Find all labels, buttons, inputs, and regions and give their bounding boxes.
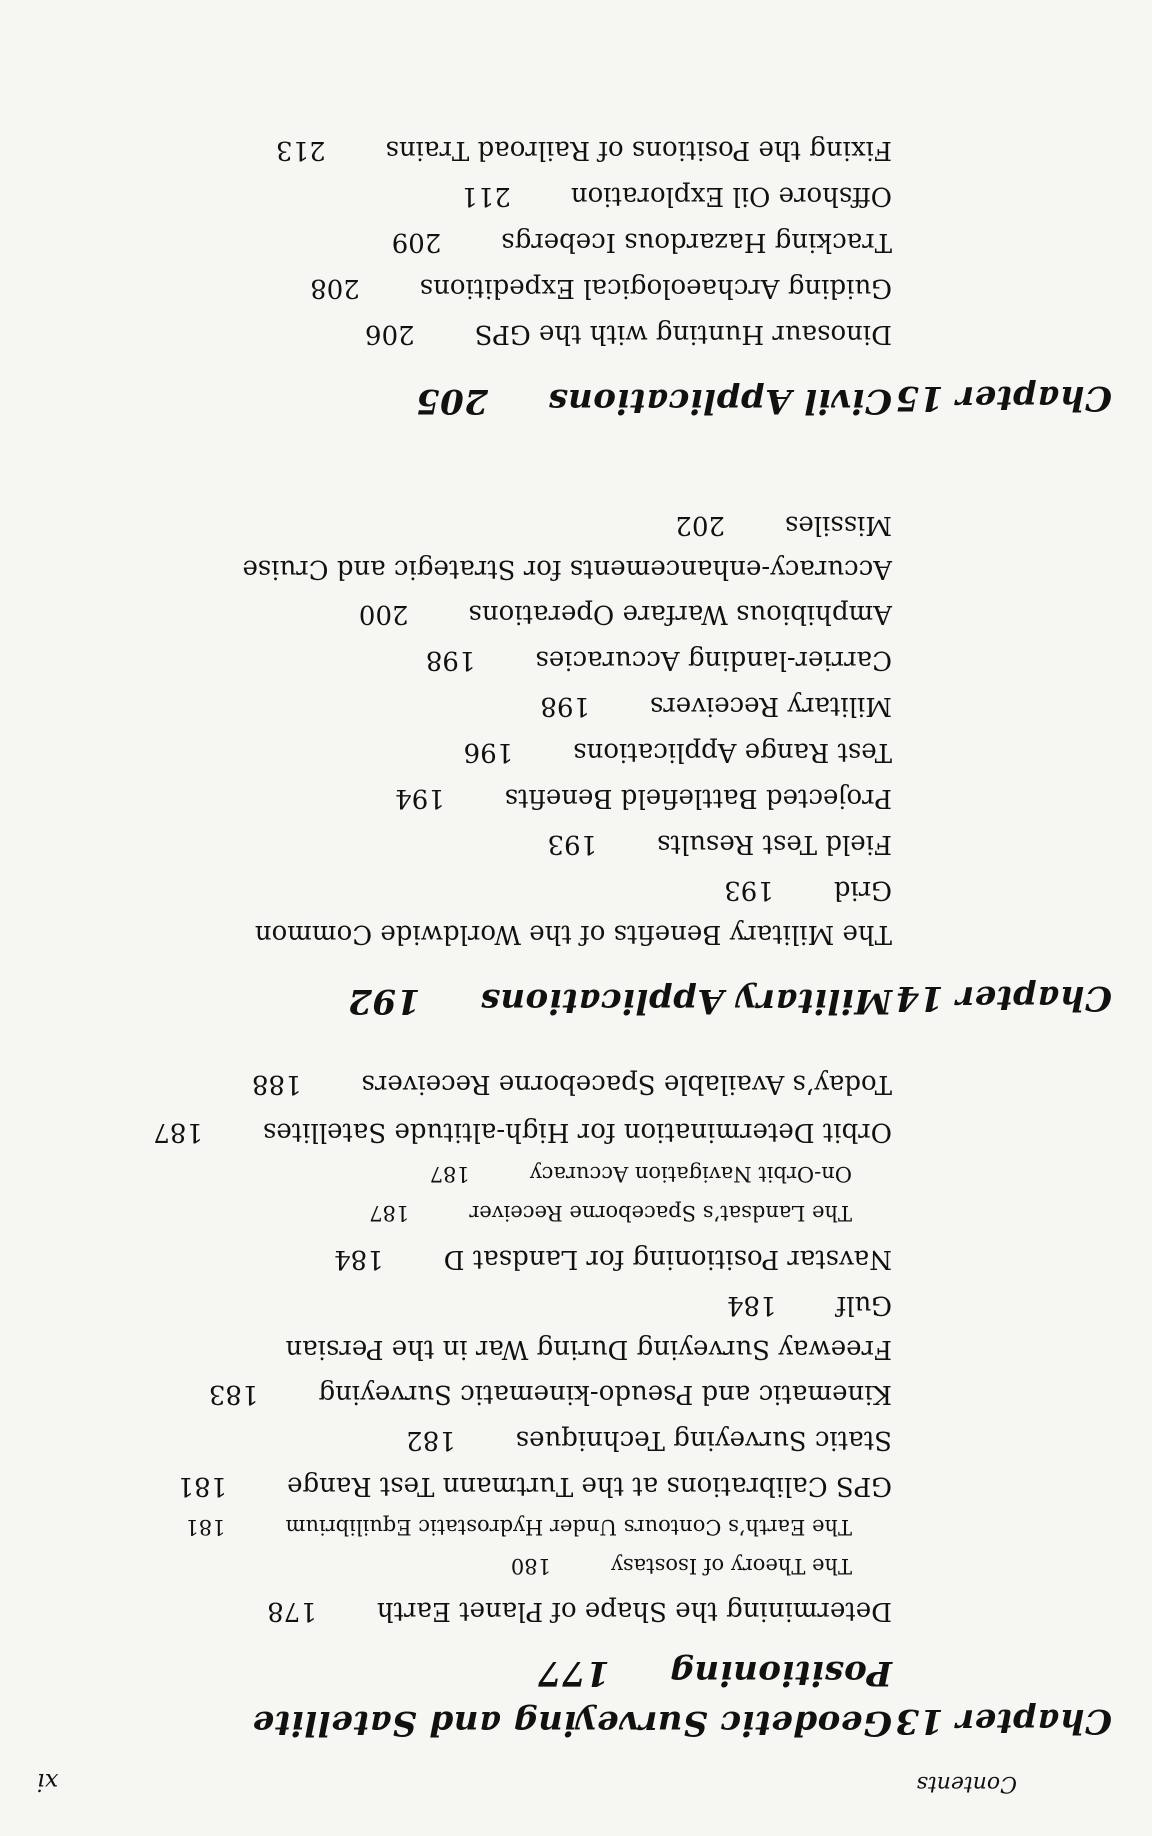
- toc-entry-page: 208: [310, 273, 360, 303]
- toc-entry-text-line-2: Grid: [833, 875, 892, 905]
- toc-entry: [406, 1418, 892, 1462]
- chapter-13-title: [252, 1648, 892, 1748]
- toc-subentry: [185, 1505, 852, 1549]
- toc-subentry: [430, 1152, 852, 1196]
- toc-entry-text-line-2: Missiles: [785, 510, 892, 540]
- toc-entry-text: Field Test Results: [657, 829, 892, 859]
- toc-subentry-page: 181: [185, 1515, 226, 1539]
- toc-entry-page: 194: [395, 783, 445, 813]
- toc-entry-text: Tracking Hazardous Icebergs: [501, 227, 892, 257]
- toc-entry-page: 202: [675, 510, 726, 540]
- chapter-15-page: 205: [415, 381, 488, 421]
- toc-entry-page: 209: [391, 227, 442, 257]
- chapter-14-page: 192: [347, 981, 421, 1021]
- chapter-14-title: [348, 976, 892, 1026]
- toc-entry-text: Static Surveying Techniques: [515, 1425, 892, 1455]
- chapter-15-title-line-1: Civil Applications: [547, 381, 892, 421]
- toc-entry-page: 181: [177, 1471, 228, 1501]
- toc-entry-page: 178: [267, 1596, 317, 1626]
- toc-entry: [255, 868, 892, 956]
- toc-entry: [359, 592, 892, 636]
- toc-subentry-text: On-Orbit Navigation Accuracy: [529, 1162, 852, 1186]
- toc-entry-text: Test Range Applications: [573, 737, 892, 767]
- toc-entry: [209, 1372, 892, 1416]
- toc-entry-text: Orbit Determination for High-altitude Satellites: [262, 1117, 892, 1147]
- toc-entry-text: Amphibious Warfare Operations: [468, 599, 892, 629]
- toc-entry-text: Guiding Archaeological Expeditions: [419, 273, 892, 303]
- chapter-13-page: 177: [537, 1653, 610, 1693]
- toc-entry-text-line-1: Freeway Surveying During War in the Persian: [285, 1334, 892, 1364]
- toc-entry-page: 200: [358, 599, 409, 629]
- toc-subentry-text: The Earth’s Contours Under Hydrostatic Equilibrium: [285, 1515, 852, 1539]
- toc-entry-text: Military Receivers: [650, 691, 892, 721]
- toc-subentry-page: 187: [369, 1201, 410, 1225]
- toc-entry-page: 188: [251, 1069, 302, 1099]
- toc-entry: [461, 174, 892, 218]
- toc-entry-text: GPS Calibrations at the Turtmann Test Range: [287, 1471, 892, 1501]
- toc-entry: [540, 684, 892, 728]
- toc-entry: [252, 1062, 892, 1106]
- toc-entry: [267, 1589, 892, 1633]
- toc-entry-text-line-1: Accuracy-enhancements for Strategic and Cruise: [242, 554, 892, 584]
- toc-entry: [395, 776, 892, 820]
- toc-subentry: [511, 1544, 852, 1588]
- toc-entry-text: Determining the Shape of Planet Earth: [376, 1596, 892, 1626]
- toc-entry: [334, 1237, 892, 1281]
- toc-entry-page: 213: [275, 135, 326, 165]
- toc-entry-page: 211: [461, 181, 511, 211]
- running-head: [37, 1766, 1017, 1796]
- toc-entry-page: 184: [334, 1244, 384, 1274]
- toc-entry-page: 193: [547, 829, 598, 859]
- toc-subentry-page: 180: [510, 1554, 551, 1578]
- chapter-15-number: Chapter 15: [895, 378, 1112, 418]
- chapter-15-title: [415, 376, 892, 426]
- toc-entry-text: Carrier-landing Accuracies: [535, 645, 892, 675]
- toc-entry: [547, 822, 892, 866]
- toc-entry-text: Projected Battlefield Benefits: [504, 783, 892, 813]
- toc-subentry-page: 187: [429, 1162, 470, 1186]
- toc-entry: [392, 220, 892, 264]
- toc-entry-text: Fixing the Positions of Railroad Trains: [385, 135, 892, 165]
- toc-entry: [426, 638, 892, 682]
- running-head-page-number: xi: [37, 1768, 59, 1796]
- toc-entry: [276, 128, 892, 172]
- toc-entry: [310, 266, 892, 310]
- toc-entry: [464, 730, 892, 774]
- toc-subentry: [369, 1191, 852, 1235]
- running-head-label: Contents: [916, 1771, 1017, 1796]
- toc-entry-text-line-2: Gulf: [836, 1290, 892, 1320]
- chapter-14-title-line-1: Military Applications: [480, 981, 892, 1021]
- toc-entry-page: 193: [724, 875, 774, 905]
- toc-entry: [153, 1110, 892, 1154]
- chapter-13-number: Chapter 13: [895, 1701, 1112, 1741]
- toc-entry-text: Kinematic and Pseudo-kinematic Surveying: [318, 1379, 892, 1409]
- toc-entry-page: 206: [364, 319, 415, 349]
- toc-subentry-text: The Theory of Isostasy: [611, 1554, 852, 1578]
- toc-entry: [365, 312, 892, 356]
- chapter-13-title-line-2: Positioning: [669, 1653, 892, 1693]
- toc-entry-text: Today’s Available Spaceborne Receivers: [361, 1069, 892, 1099]
- toc-entry-page: 184: [726, 1290, 777, 1320]
- toc-entry-page: 183: [208, 1379, 259, 1409]
- chapter-13-title-line-1: Geodetic Surveying and Satellite: [252, 1703, 892, 1743]
- toc-entry-text: Dinosaur Hunting with the GPS: [474, 319, 892, 349]
- toc-entry-text: Offshore Oil Exploration: [570, 181, 892, 211]
- toc-entry-page: 196: [463, 737, 514, 767]
- toc-entry: [178, 1464, 893, 1508]
- toc-entry-page: 198: [425, 645, 476, 675]
- toc-subentry-text: The Landsat’s Spaceborne Receiver: [469, 1201, 852, 1225]
- toc-entry-text-line-1: The Military Benefits of the Worldwide Common: [254, 919, 892, 949]
- toc-entry-text: Navstar Positioning for Landsat D: [443, 1244, 892, 1274]
- toc-entry: [285, 1283, 892, 1371]
- toc-entry-page: 187: [153, 1117, 203, 1147]
- toc-entry-page: 182: [406, 1425, 456, 1455]
- toc-entry-page: 198: [540, 691, 591, 721]
- chapter-14-number: Chapter 14: [895, 978, 1112, 1018]
- toc-entry: [242, 503, 892, 591]
